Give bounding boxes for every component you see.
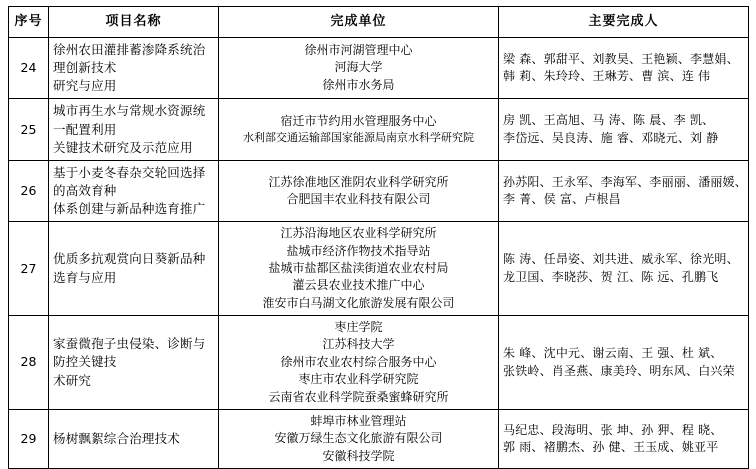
completing-units (219, 38, 499, 99)
people-line: 陈 涛、任昂姿、刘共进、威永军、徐光明、 (503, 252, 739, 267)
people-line: 张铁岭、肖圣燕、康美玲、明东风、白兴荣 (503, 363, 735, 378)
project-name (49, 38, 219, 99)
people-line: 马纪忠、段海明、张 坤、孙 狎、程 晓、 (503, 422, 723, 437)
people-line: 李岱远、吴良涛、施 睿、邓晓元、刘 静 (503, 130, 719, 145)
project-name (49, 160, 219, 221)
unit-line: 徐州市农业农村综合服务中心 (280, 354, 437, 369)
project-name-line: 杨树飘絮综合治理技术 (53, 431, 181, 447)
column-header-project-name: 项目名称 (49, 7, 219, 38)
completing-units (219, 316, 499, 410)
completing-units (219, 99, 499, 160)
table-body (9, 38, 749, 469)
unit-line: 淮安市白马湖文化旅游发展有限公司 (262, 295, 455, 310)
project-name-line: 城市再生水与常规水资源统一配置利用 (53, 103, 206, 137)
main-contributors (499, 99, 749, 160)
project-name-line: 关键技术研究及示范应用 (53, 139, 193, 155)
table-row (9, 222, 749, 316)
main-contributors (499, 38, 749, 99)
unit-line: 盐城市经济作物技术指导站 (286, 243, 431, 258)
people-line: 韩 莉、朱玲玲、王琳芳、曹 滨、连 伟 (503, 69, 711, 84)
main-contributors (499, 160, 749, 221)
row-number: 27 (9, 222, 49, 316)
completing-units (219, 410, 499, 469)
unit-line: 水利部交通运输部国家能源局南京水科学研究院 (243, 131, 474, 145)
table-row (9, 160, 749, 221)
unit-line: 宿迁市节约用水管理服务中心 (280, 113, 437, 128)
unit-line: 江苏徐准地区淮阴农业科学研究所 (268, 174, 449, 189)
column-header-no: 序号 (9, 7, 49, 38)
column-header-units: 完成单位 (219, 7, 499, 38)
people-line: 孙苏阳、王永军、李海军、李丽丽、潘丽媛、 (503, 174, 748, 189)
unit-line: 安徽万绿生态文化旅游有限公司 (274, 431, 443, 446)
main-contributors (499, 222, 749, 316)
unit-line: 盐城市盐都区盐渎街道农业农村局 (268, 260, 449, 275)
unit-line: 河海大学 (334, 60, 383, 75)
row-number: 24 (9, 38, 49, 99)
unit-line: 江苏沿海地区农业科学研究所 (280, 226, 437, 241)
unit-line: 蚌埠市林业管理站 (310, 414, 407, 429)
unit-line: 安徽科技学院 (322, 448, 395, 463)
table-row (9, 316, 749, 410)
row-number: 25 (9, 99, 49, 160)
people-line: 梁 森、郭甜平、刘教昊、王艳颖、李慧娟、 (503, 51, 739, 66)
people-line: 郭 雨、褚鹏杰、孙 健、王玉成、姚亚平 (503, 440, 719, 455)
table-row (9, 38, 749, 99)
project-name (49, 222, 219, 316)
project-name-line: 术研究 (53, 372, 92, 388)
unit-line: 灌云县农业技术推广中心 (292, 278, 425, 293)
project-name-line: 研究与应用 (53, 78, 117, 94)
completing-units (219, 222, 499, 316)
project-name-line: 家蚕微孢子虫侵染、诊断与防控关键技 (53, 336, 206, 370)
project-name-line: 体系创建与新品种选育推广 (53, 201, 206, 216)
project-name (49, 410, 219, 469)
unit-line: 云南省农业科学院蚕桑蜜蜂研究所 (268, 389, 449, 404)
table-header (9, 7, 749, 38)
main-contributors (499, 316, 749, 410)
row-number: 28 (9, 316, 49, 410)
project-name (49, 316, 219, 410)
award-table (8, 6, 749, 469)
unit-line: 徐州市河湖管理中心 (304, 43, 413, 58)
column-header-people: 主要完成人 (499, 7, 749, 38)
row-number: 26 (9, 160, 49, 221)
people-line: 李 菁、侯 富、卢根昌 (503, 191, 621, 206)
unit-line: 枣庄学院 (334, 320, 383, 335)
project-name-line: 徐州农田灌排蓄渗降系统治理创新技术 (53, 42, 206, 76)
unit-line: 合肥国丰农业科技有限公司 (286, 191, 431, 206)
row-number: 29 (9, 410, 49, 469)
completing-units (219, 160, 499, 221)
people-line: 房 凯、王高旭、马 涛、陈 晨、李 凯、 (503, 113, 715, 128)
table-header-row (9, 7, 749, 38)
people-line: 朱 峰、沈中元、谢云南、王 强、杜 斌、 (503, 346, 723, 361)
unit-line: 枣庄市农业科学研究院 (298, 372, 419, 387)
project-name-line: 基于小麦冬春杂交轮回选择的高效育种 (53, 164, 206, 198)
people-line: 龙卫国、李晓莎、贺 江、陈 远、孔鹏飞 (503, 269, 719, 284)
table-row (9, 99, 749, 160)
project-name-line: 优质多抗观赏向日葵新品种选育与应用 (53, 251, 206, 285)
unit-line: 徐州市水务局 (322, 77, 395, 92)
main-contributors (499, 410, 749, 469)
project-name (49, 99, 219, 160)
table-row (9, 410, 749, 469)
unit-line: 江苏科技大学 (322, 337, 395, 352)
